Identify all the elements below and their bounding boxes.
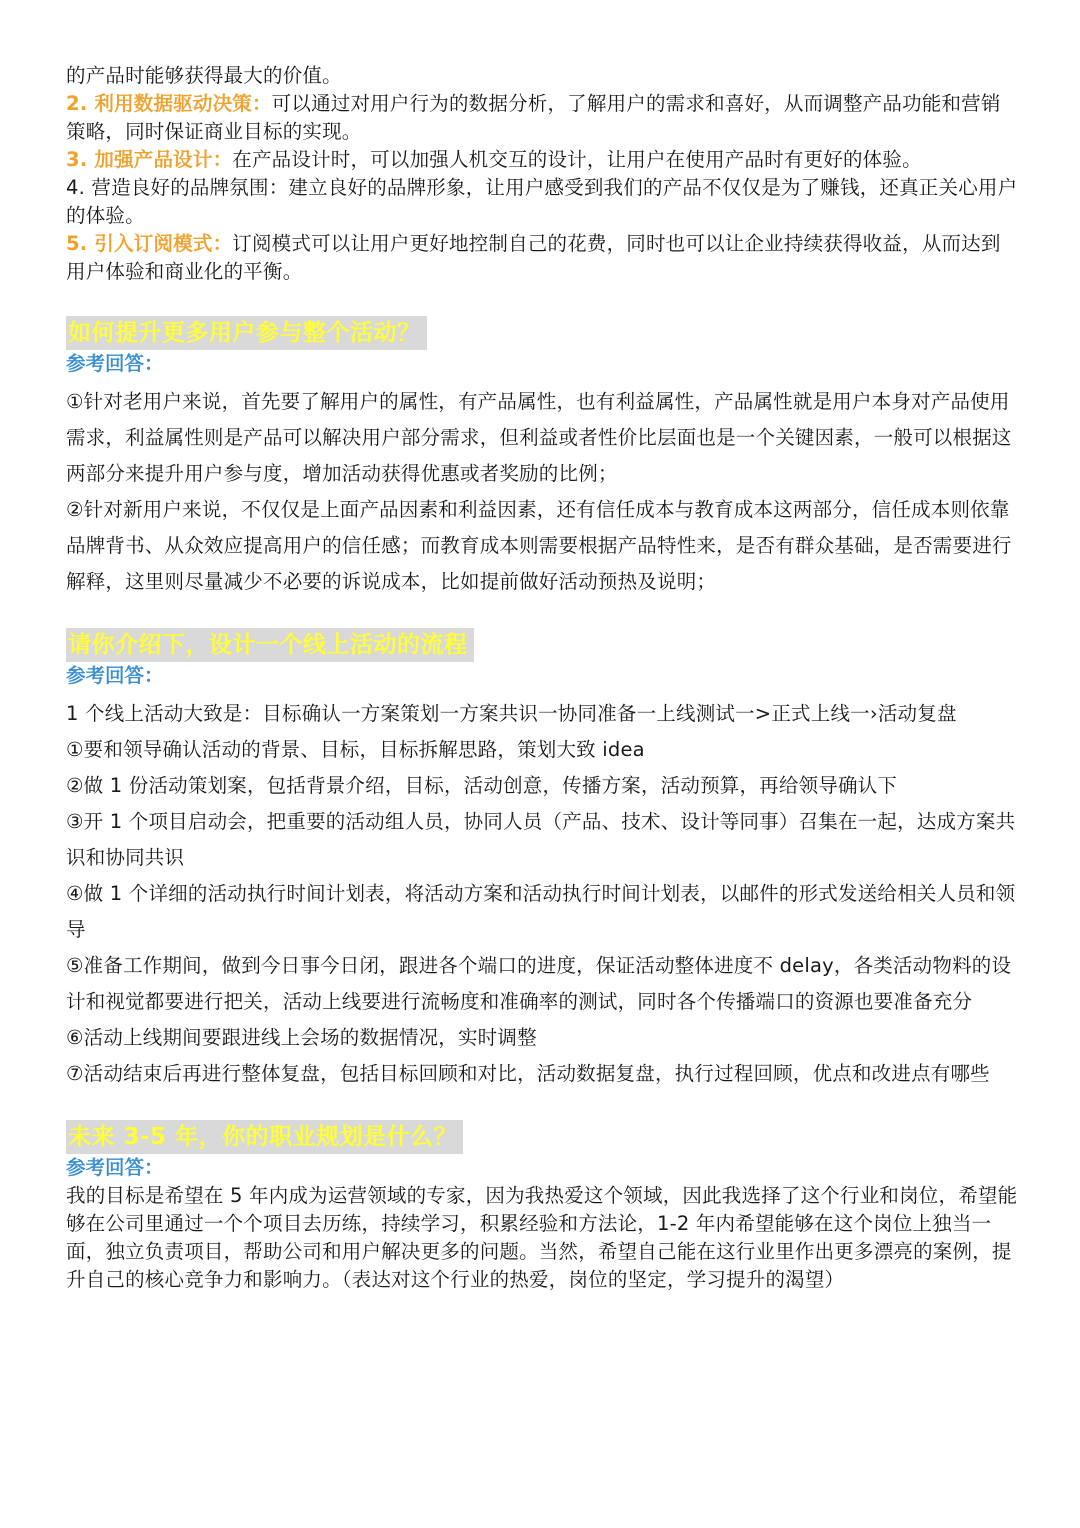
document-body [66, 62, 1018, 1294]
section-heading: 请你介绍下，设计一个线上活动的流程 [66, 628, 474, 662]
intro-item-label: 3. 加强产品设计： [66, 148, 233, 171]
answer-paragraph: ⑥活动上线期间要跟进线上会场的数据情况，实时调整 [66, 1026, 537, 1049]
intro-item-label: 4. 营造良好的品牌氛围： [66, 176, 289, 199]
intro-item-text: 订阅模式可以让用户更好地控制自己的花费，同时也可以让企业持续获得收益，从而达到用户体验和商业化的平衡。 [66, 232, 1001, 283]
intro-item-label: 5. 引入订阅模式： [66, 232, 233, 255]
answer-paragraph: ②做 1 份活动策划案，包括背景介绍，目标，活动创意，传播方案，活动预算，再给领导确认下 [66, 774, 898, 797]
intro-item-text: 在产品设计时，可以加强人机交互的设计，让用户在使用产品时有更好的体验。 [232, 148, 922, 171]
answer-paragraph: ④做 1 个详细的活动执行时间计划表，将活动方案和活动执行时间计划表，以邮件的形式发送给相关人员和领导 [66, 882, 1016, 941]
section-heading: 未来 3-5 年，你的职业规划是什么？ [66, 1120, 463, 1154]
answer-paragraph: ①针对老用户来说，首先要了解用户的属性，有产品属性，也有利益属性，产品属性就是用户本身对产品使用需求，利益属性则是产品可以解决用户部分需求，但利益或者性价比层面也是一个关键因素，一般可以根据这两部分来提升用户参与度，增加活动获得优惠或者奖励的比例； [66, 390, 1012, 485]
intro-item-2 [66, 90, 1018, 146]
section-user-participation [66, 316, 1018, 350]
intro-item-3 [66, 146, 1018, 174]
answer-paragraph: ①要和领导确认活动的背景、目标，目标拆解思路，策划大致 idea [66, 738, 645, 761]
intro-line: 的产品时能够获得最大的价值。 [66, 64, 342, 87]
section-activity-process [66, 628, 1018, 662]
answer-paragraph: ③开 1 个项目启动会，把重要的活动组人员，协同人员（产品、技术、设计等同事）召集在一起，达成方案共识和协同共识 [66, 810, 1016, 869]
section-heading: 如何提升更多用户参与整个活动？ [66, 316, 427, 350]
intro-item-text: 可以通过对用户行为的数据分析，了解用户的需求和喜好，从而调整产品功能和营销策略，同时保证商业目标的实现。 [66, 92, 1001, 143]
answer-paragraph: ②针对新用户来说，不仅仅是上面产品因素和利益因素，还有信任成本与教育成本这两部分，信任成本则依靠品牌背书、从众效应提高用户的信任感；而教育成本则需要根据产品特性来，是否有群众基础，是否需要进行解释，这里则尽量减少不必要的诉说成本，比如提前做好活动预热及说明； [66, 498, 1012, 593]
intro-item-label: 2. 利用数据驱动决策： [66, 92, 272, 115]
answer-paragraph: ⑦活动结束后再进行整体复盘，包括目标回顾和对比，活动数据复盘，执行过程回顾，优点和改进点有哪些 [66, 1062, 990, 1085]
answer-label: 参考回答： [66, 352, 164, 375]
answer-paragraph: 1 个线上活动大致是：目标确认一方案策划一方案共识一协同准备一上线测试一>正式上线一›活动复盘 [66, 702, 957, 725]
intro-item-4 [66, 174, 1018, 230]
answer-label: 参考回答： [66, 664, 164, 687]
answer-paragraph: ⑤准备工作期间，做到今日事今日闭，跟进各个端口的进度，保证活动整体进度不 delay，各类活动物料的设计和视觉都要进行把关，活动上线要进行流畅度和准确率的测试，同时各个传播端口的资源也要准备充分 [66, 954, 1012, 1013]
section-career-plan [66, 1120, 1018, 1154]
answer-label: 参考回答： [66, 1156, 164, 1179]
answer-paragraph: 我的目标是希望在 5 年内成为运营领域的专家，因为我热爱这个领域，因此我选择了这个行业和岗位，希望能够在公司里通过一个个项目去历练，持续学习，积累经验和方法论，1-2 年内希望能够在这个岗位上独当一面，独立负责项目，帮助公司和用户解决更多的问题。当然，希望自己能在这行业里作出更多漂亮的案例，提升自己的核心竞争力和影响力。（表达对这个行业的热爱，岗位的坚定，学习提升的渴望） [66, 1184, 1018, 1291]
intro-item-5 [66, 230, 1018, 286]
intro-item-text: 建立良好的品牌形象，让用户感受到我们的产品不仅仅是为了赚钱，还真正关心用户的体验。 [66, 176, 1018, 227]
